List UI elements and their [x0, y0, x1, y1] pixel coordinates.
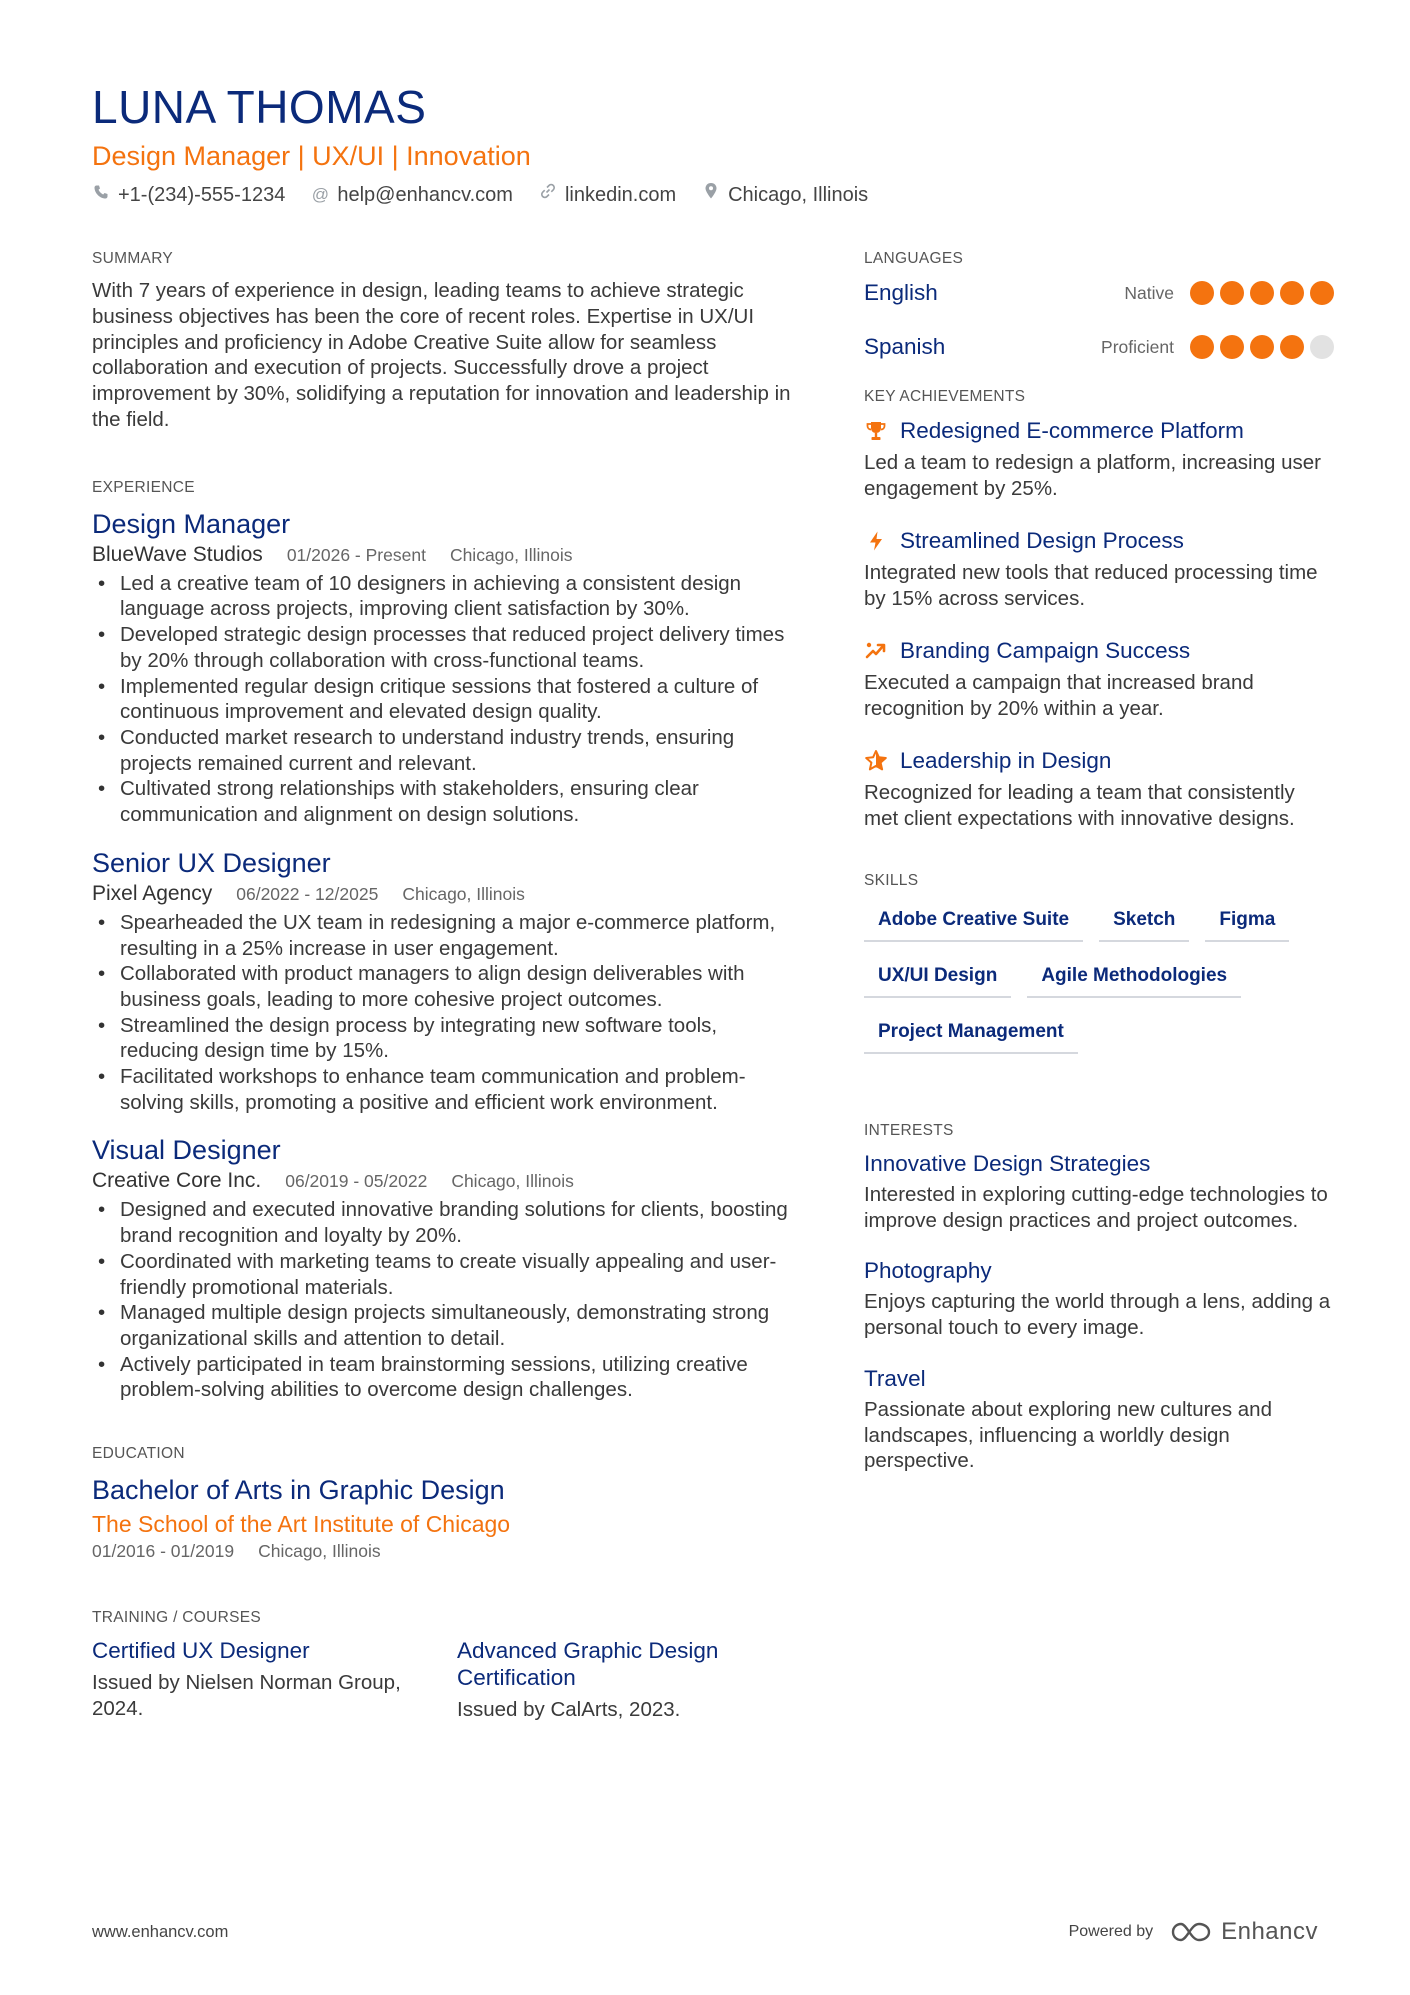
contact-row	[92, 180, 1332, 210]
job-title: Visual Designer	[92, 1135, 281, 1166]
job-bullet: • Cultivated strong relationships with stakeholders, ensuring clear communication and alignment on design solutions.	[92, 776, 792, 827]
rating-dot-filled	[1250, 281, 1274, 305]
achievement-title: Streamlined Design Process	[900, 528, 1184, 553]
interests-heading: INTERESTS	[864, 1122, 954, 1139]
achievement-title: Redesigned E-commerce Platform	[900, 418, 1244, 443]
language-row	[864, 332, 1334, 362]
resume-header	[92, 80, 1332, 210]
trophy-icon	[864, 419, 888, 443]
rating-dot-filled	[1250, 335, 1274, 359]
contact-location-text: Chicago, Illinois	[728, 184, 869, 206]
brand-name: Enhancv	[1221, 1918, 1318, 1945]
job-location: Chicago, Illinois	[449, 544, 573, 565]
language-rating	[1190, 335, 1334, 359]
job-dates: 01/2026 - Present	[286, 544, 426, 565]
job-bullet: • Designed and executed innovative branding solutions for clients, boosting brand recognition and loyalty by 20%.	[92, 1197, 792, 1248]
training-heading: TRAINING / COURSES	[92, 1609, 262, 1627]
achievements-section	[864, 386, 1334, 832]
footer-url-link[interactable]: www.enhancv.com	[92, 1922, 229, 1941]
achievements-heading: KEY ACHIEVEMENTS	[864, 388, 1026, 405]
interest-title: Photography	[864, 1258, 992, 1284]
interest-desc: Passionate about exploring new cultures and landscapes, influencing a worldly design perspective.	[864, 1397, 1272, 1473]
achievement-item	[864, 416, 1334, 502]
skill-tag: UX/UI Design	[864, 960, 1011, 998]
languages-section	[864, 248, 1334, 362]
job-meta	[92, 541, 792, 569]
summary-heading: SUMMARY	[92, 250, 174, 267]
education-meta	[92, 1539, 792, 1563]
language-rating	[1190, 281, 1334, 305]
achievement-head	[864, 636, 1334, 666]
summary-section	[92, 248, 792, 433]
phone-icon	[92, 180, 110, 210]
contact-linkedin-text: linkedin.com	[564, 184, 677, 206]
skills-heading: SKILLS	[864, 872, 919, 889]
rating-dot-filled	[1280, 335, 1304, 359]
achievement-item	[864, 636, 1334, 722]
language-level: Native	[1124, 282, 1174, 303]
achievement-title: Leadership in Design	[900, 748, 1112, 773]
contact-email-text: help@enhancv.com	[337, 184, 513, 206]
education-degree: Bachelor of Arts in Graphic Design	[92, 1475, 505, 1506]
job-bullet: • Developed strategic design processes that reduced project delivery times by 20% through collaboration with cross-functional teams.	[92, 622, 792, 673]
job-dates: 06/2022 - 12/2025	[236, 883, 379, 904]
job-bullet: • Managed multiple design projects simultaneously, demonstrating strong organizational skills and attention to detail.	[92, 1300, 792, 1351]
education-school: The School of the Art Institute of Chicago	[92, 1511, 511, 1538]
skills-section	[864, 870, 1334, 1054]
contact-location	[702, 180, 868, 210]
achievement-head	[864, 416, 1334, 446]
job-location: Chicago, Illinois	[402, 883, 525, 904]
right-column	[864, 248, 1334, 1518]
achievement-desc: Led a team to redesign a platform, increasing user engagement by 25%.	[864, 451, 1321, 500]
lightning-icon	[864, 529, 888, 553]
interest-desc: Enjoys capturing the world through a lens, adding a personal touch to every image.	[864, 1290, 1331, 1340]
page-footer	[92, 1918, 1318, 1946]
contact-linkedin[interactable]	[539, 180, 676, 210]
education-heading: EDUCATION	[92, 1445, 185, 1463]
language-name: English	[864, 280, 938, 305]
contact-phone-text: +1-(234)-555-1234	[118, 184, 286, 206]
rating-dot-filled	[1220, 281, 1244, 305]
job-title: Design Manager	[92, 508, 291, 539]
course-title: Advanced Graphic Design Certification	[457, 1638, 719, 1691]
achievement-head	[864, 526, 1334, 556]
job-title: Senior UX Designer	[92, 847, 331, 878]
interest-item	[864, 1257, 1334, 1340]
job-bullet: • Led a creative team of 10 designers in achieving a consistent design language across projects, improving client satisfaction by 30%.	[92, 571, 792, 622]
job-bullet: • Implemented regular design critique sessions that fostered a culture of continuous improvement and elevated design quality.	[92, 674, 792, 725]
job-company: BlueWave Studios	[92, 542, 263, 566]
interest-title: Innovative Design Strategies	[864, 1151, 1151, 1176]
candidate-name: LUNA THOMAS	[92, 81, 427, 133]
skill-tag: Sketch	[1099, 904, 1189, 942]
star-icon	[864, 749, 888, 773]
rating-dot-filled	[1190, 281, 1214, 305]
job-bullet: • Collaborated with product managers to align design deliverables with business goals, leading to more cohesive project outcomes.	[92, 961, 792, 1012]
achievement-item	[864, 746, 1334, 832]
contact-phone[interactable]	[92, 180, 285, 210]
interests-section	[864, 1120, 1334, 1474]
interest-title: Travel	[864, 1365, 926, 1391]
languages-heading: LANGUAGES	[864, 250, 964, 267]
job-bullets	[92, 910, 792, 1116]
course-item	[92, 1637, 427, 1723]
job-entry	[92, 507, 792, 828]
left-column	[92, 248, 792, 1767]
rating-dot-filled	[1280, 281, 1304, 305]
achievement-head	[864, 746, 1334, 776]
training-section	[92, 1607, 792, 1723]
education-section	[92, 1443, 792, 1563]
interest-item	[864, 1150, 1334, 1233]
skill-list	[864, 904, 1334, 1054]
achievement-item	[864, 526, 1334, 612]
experience-section	[92, 477, 792, 1403]
rating-dot-filled	[1190, 335, 1214, 359]
achievement-desc: Executed a campaign that increased brand recognition by 20% within a year.	[864, 671, 1254, 720]
course-desc: Issued by CalArts, 2023.	[457, 1698, 681, 1722]
course-desc: Issued by Nielsen Norman Group, 2024.	[92, 1671, 401, 1721]
job-bullet: • Actively participated in team brainstorming sessions, utilizing creative problem-solving abilities to overcome design challenges.	[92, 1352, 792, 1403]
education-dates: 01/2016 - 01/2019	[92, 1541, 235, 1562]
job-bullets	[92, 1197, 792, 1403]
interest-desc: Interested in exploring cutting-edge technologies to improve design practices and project outcomes.	[864, 1183, 1328, 1232]
job-bullet: • Coordinated with marketing teams to create visually appealing and user-friendly promotional materials.	[92, 1249, 792, 1300]
course-item	[457, 1637, 792, 1723]
at-icon: @	[311, 185, 329, 204]
summary-text: With 7 years of experience in design, leading teams to achieve strategic business objectives has been the core of recent roles. Expertise in UX/UI principles and proficiency in Adobe Creative Suite allow for seamless collaboration and execution of projects. Successfully drove a project improvement by 30%, solidifying a reputation for innovation and leadership in the field.	[92, 279, 791, 431]
language-name: Spanish	[864, 334, 946, 359]
link-icon	[539, 180, 557, 210]
achievement-title: Branding Campaign Success	[900, 638, 1191, 663]
rating-dot-empty	[1310, 335, 1334, 359]
location-pin-icon	[702, 180, 720, 210]
job-meta	[92, 1167, 792, 1195]
skill-tag: Adobe Creative Suite	[864, 904, 1083, 942]
rating-dot-filled	[1310, 281, 1334, 305]
enhancv-logo-icon	[1169, 1921, 1213, 1943]
language-level: Proficient	[1101, 336, 1174, 357]
rating-dot-filled	[1220, 335, 1244, 359]
powered-by	[1069, 1918, 1318, 1946]
job-location: Chicago, Illinois	[451, 1171, 574, 1192]
contact-email[interactable]	[311, 180, 513, 210]
achievement-desc: Recognized for leading a team that consistently met client expectations with innovative designs.	[864, 781, 1295, 830]
brand-logo[interactable]	[1169, 1918, 1318, 1946]
job-meta	[92, 880, 792, 908]
job-company: Creative Core Inc.	[92, 1169, 262, 1193]
interest-item	[864, 1365, 1334, 1474]
job-bullet: • Conducted market research to understand industry trends, ensuring projects remained current and relevant.	[92, 725, 792, 776]
job-bullet: • Facilitated workshops to enhance team communication and problem-solving skills, promoting a positive and efficient work environment.	[92, 1064, 792, 1115]
job-entry	[92, 1133, 792, 1403]
education-location: Chicago, Illinois	[258, 1541, 381, 1562]
job-company: Pixel Agency	[92, 881, 213, 905]
powered-by-label: Powered by	[1068, 1923, 1154, 1940]
experience-heading: EXPERIENCE	[92, 478, 195, 496]
job-entry	[92, 846, 792, 1116]
skill-tag: Figma	[1205, 904, 1289, 942]
job-dates: 06/2019 - 05/2022	[285, 1171, 428, 1192]
course-title: Certified UX Designer	[92, 1638, 310, 1664]
job-bullets	[92, 571, 792, 828]
achievement-desc: Integrated new tools that reduced processing time by 15% across services.	[864, 561, 1318, 610]
skill-tag: Agile Methodologies	[1027, 960, 1241, 998]
job-bullet: • Streamlined the design process by integrating new software tools, reducing design time by 15%.	[92, 1013, 792, 1064]
candidate-title: Design Manager | UX/UI | Innovation	[92, 141, 531, 171]
growth-arrow-icon	[864, 639, 888, 663]
language-row	[864, 278, 1334, 308]
course-list	[92, 1637, 792, 1723]
job-bullet: • Spearheaded the UX team in redesigning a major e-commerce platform, resulting in a 25% increase in user engagement.	[92, 910, 792, 961]
skill-tag: Project Management	[864, 1016, 1078, 1054]
